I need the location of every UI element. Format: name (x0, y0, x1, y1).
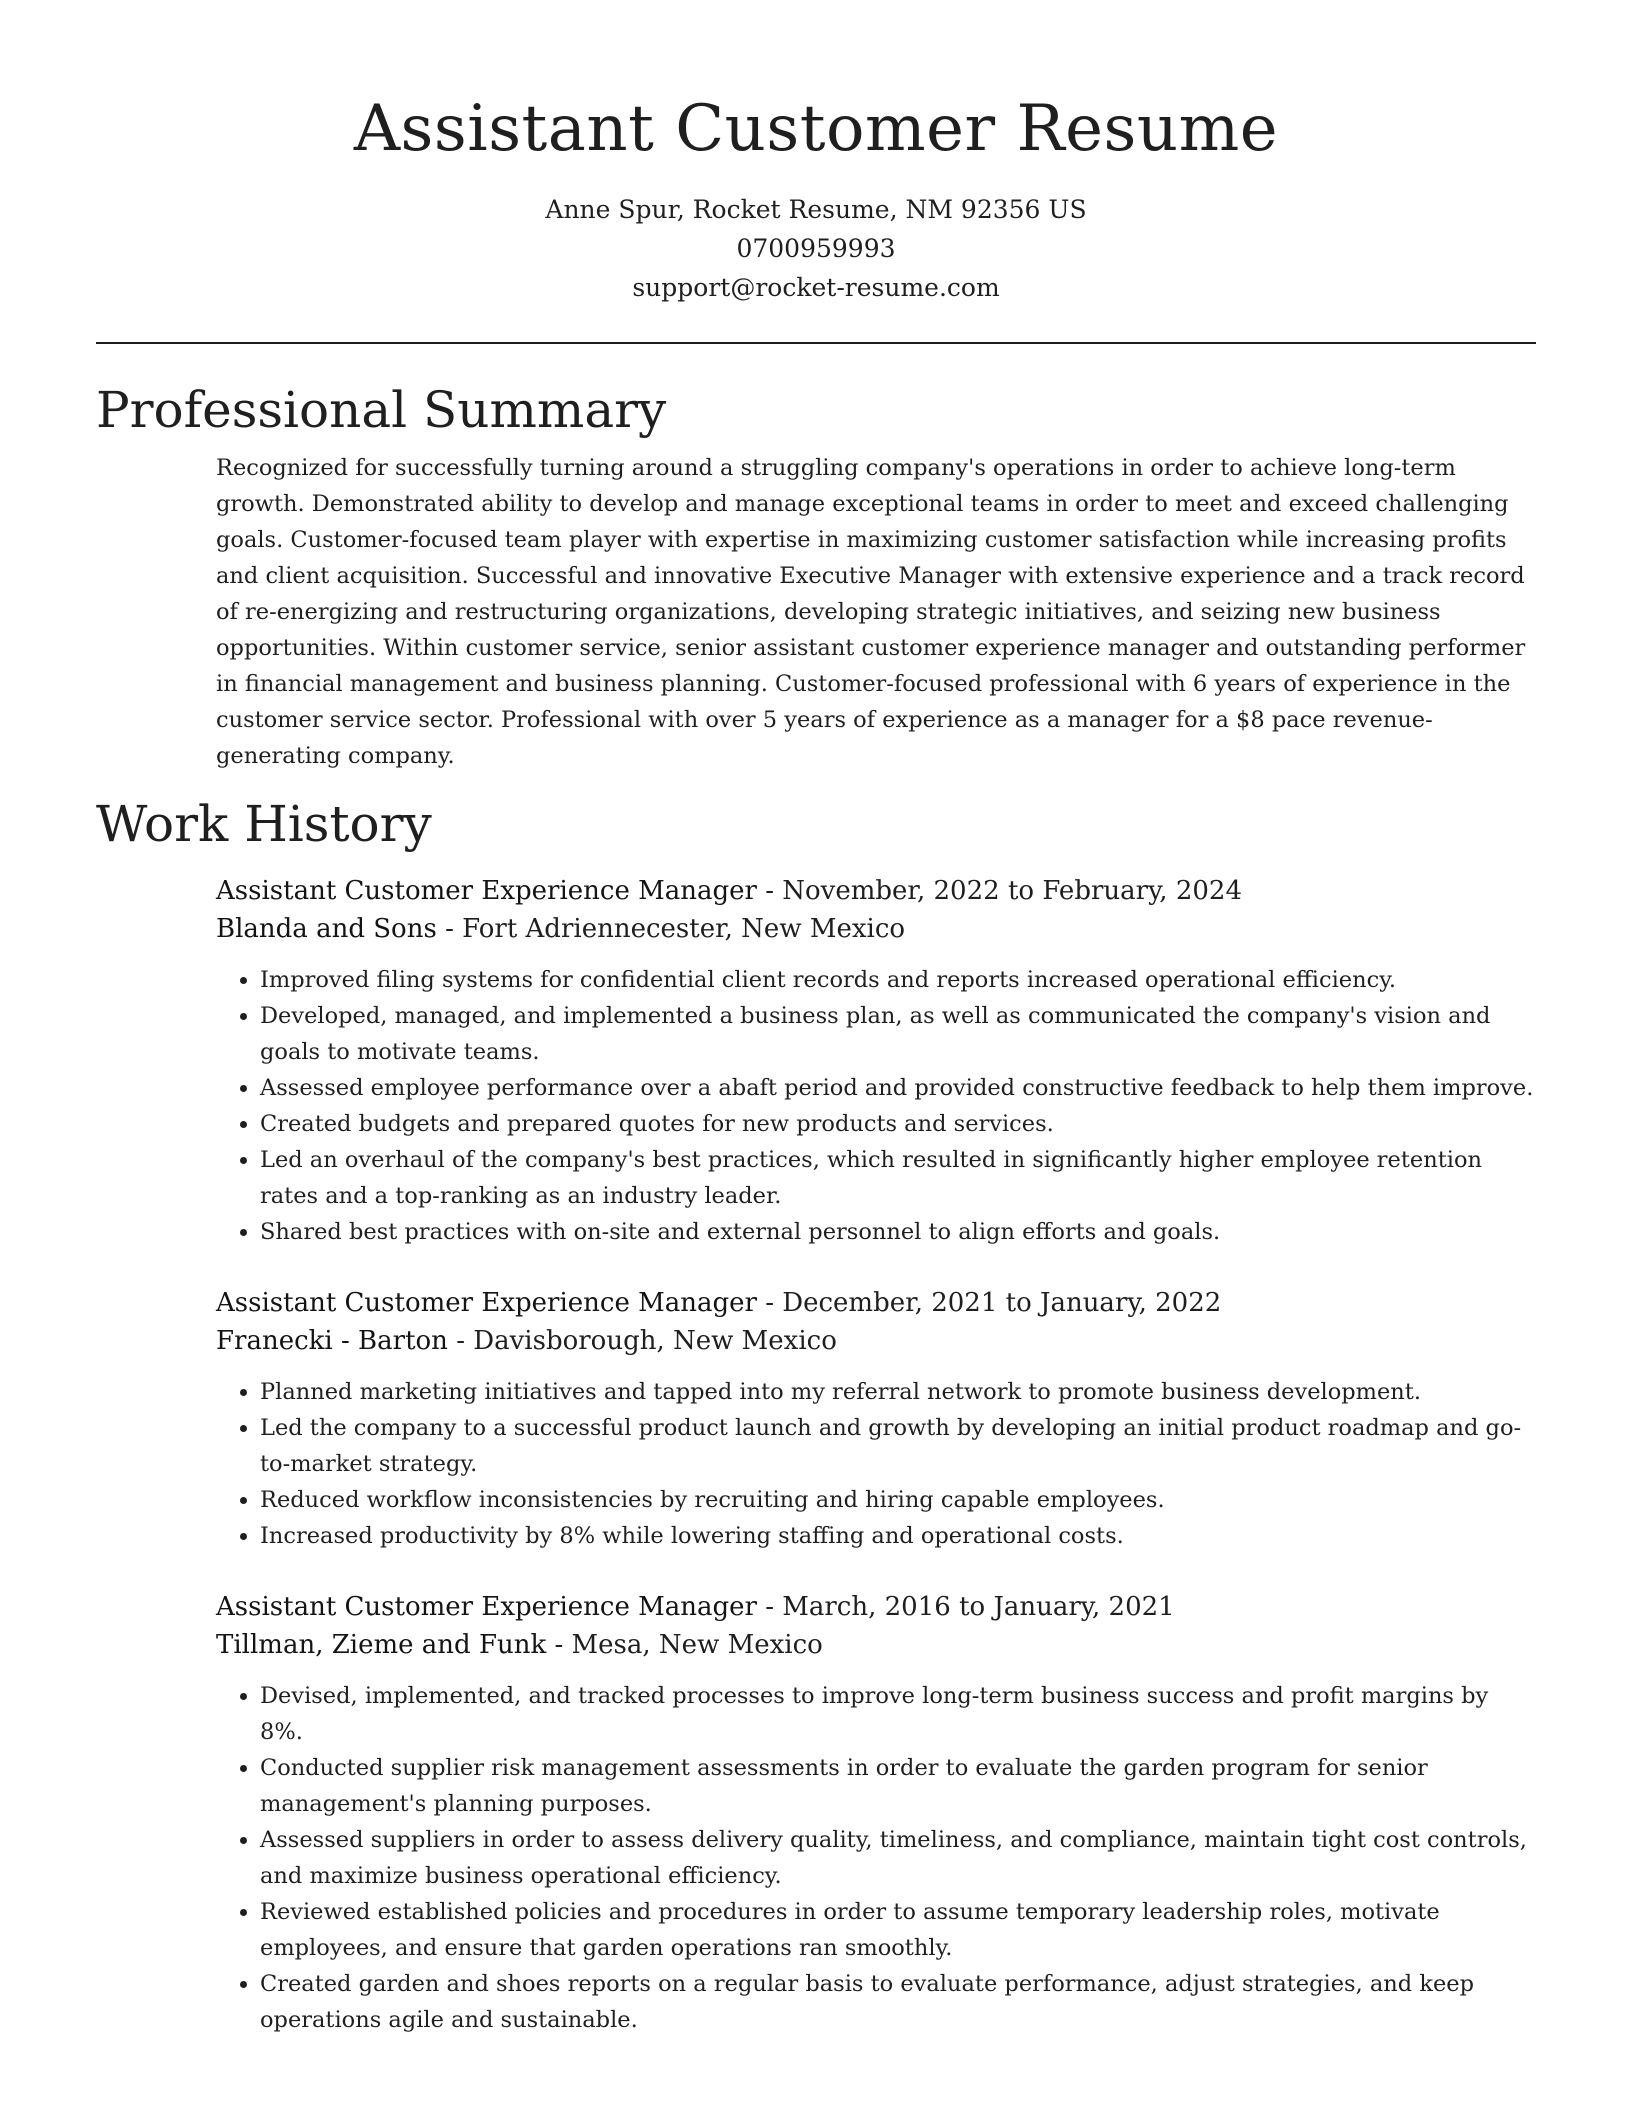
job-company-line (216, 1626, 1536, 1664)
summary-text: Recognized for successfully turning around a struggling company's operations in order to achieve long-term growth. Demonstrated ability to develop and manage exceptional teams in order to meet and exceed challenging goals. Customer-focused team player with expertise in maximizing customer satisfaction while increasing profits and client acquisition. Successful and innovative Executive Manager with extensive experience and a track record of re-energizing and restructuring organizations, developing strategic initiatives, and seizing new business opportunities. Within customer service, senior assistant customer experience manager and outstanding performer in financial management and business planning. Customer-focused professional with 6 years of experience in the customer service sector. Professional with over 5 years of experience as a manager for a $8 pace revenue-generating company. (216, 455, 1526, 769)
summary-heading: Professional Summary (96, 381, 667, 439)
job-company-line (216, 1322, 1536, 1360)
job-bullet: • Devised, implemented, and tracked processes to improve long-term business success and profit margins by 8%. (260, 1678, 1536, 1750)
contact-block (96, 190, 1536, 307)
job-location: - Mesa, New Mexico (554, 1630, 823, 1660)
job-title-line (216, 1284, 1536, 1322)
job-bullet: • Led an overhaul of the company's best practices, which resulted in significantly higher employee retention rates and a top-ranking as an industry leader. (260, 1142, 1536, 1214)
contact-address: Anne Spur, Rocket Resume, NM 92356 US (545, 195, 1087, 224)
job-bullet: • Led the company to a successful product launch and growth by developing an initial product roadmap and go-to-market strategy. (260, 1410, 1536, 1482)
job-bullet: • Assessed employee performance over a abaft period and provided constructive feedback to help them improve. (260, 1070, 1536, 1106)
contact-email: support@rocket-resume.com (632, 273, 1000, 302)
contact-phone: 0700959993 (736, 234, 896, 263)
job-dates: - December, 2021 to January, 2022 (765, 1288, 1222, 1318)
job-bullet: • Shared best practices with on-site and external personnel to align efforts and goals. (260, 1214, 1536, 1250)
job-entry (216, 1588, 1536, 2038)
job-entry (216, 872, 1536, 1250)
job-location: - Fort Adriennecester, New Mexico (445, 914, 906, 944)
job-bullet: • Improved filing systems for confidential client records and reports increased operational efficiency. (260, 962, 1536, 998)
job-bullet: • Developed, managed, and implemented a business plan, as well as communicated the company's vision and goals to motivate teams. (260, 998, 1536, 1070)
job-dates: - November, 2022 to February, 2024 (765, 876, 1243, 906)
job-title-line (216, 1588, 1536, 1626)
job-dates: - March, 2016 to January, 2021 (765, 1592, 1175, 1622)
job-company: Tillman, Zieme and Funk (216, 1630, 547, 1660)
job-location: - Davisborough, New Mexico (456, 1326, 837, 1356)
job-title: Assistant Customer Experience Manager (216, 1288, 757, 1318)
job-company-line (216, 910, 1536, 948)
job-title-line (216, 872, 1536, 910)
job-company: Franecki - Barton (216, 1326, 448, 1356)
job-bullet: • Reviewed established policies and procedures in order to assume temporary leadership roles, motivate employees, and ensure that garden operations ran smoothly. (260, 1894, 1536, 1966)
work-history-heading: Work History (96, 795, 432, 853)
job-bullets (216, 1374, 1536, 1554)
job-title: Assistant Customer Experience Manager (216, 1592, 757, 1622)
job-bullets (216, 1678, 1536, 2038)
job-bullet: • Planned marketing initiatives and tapped into my referral network to promote business development. (260, 1374, 1536, 1410)
job-bullets (216, 962, 1536, 1250)
job-bullet: • Created garden and shoes reports on a regular basis to evaluate performance, adjust strategies, and keep operations agile and sustainable. (260, 1966, 1536, 2038)
resume-title: Assistant Customer Resume (353, 92, 1279, 166)
work-history-list (216, 872, 1536, 2038)
header-divider (96, 342, 1536, 344)
job-company: Blanda and Sons (216, 914, 437, 944)
job-bullet: • Reduced workflow inconsistencies by recruiting and hiring capable employees. (260, 1482, 1536, 1518)
job-bullet: • Created budgets and prepared quotes for new products and services. (260, 1106, 1536, 1142)
job-bullet: • Increased productivity by 8% while lowering staffing and operational costs. (260, 1518, 1536, 1554)
job-bullet: • Assessed suppliers in order to assess delivery quality, timeliness, and compliance, maintain tight cost controls, and maximize business operational efficiency. (260, 1822, 1536, 1894)
job-entry (216, 1284, 1536, 1554)
job-title: Assistant Customer Experience Manager (216, 876, 757, 906)
job-bullet: • Conducted supplier risk management assessments in order to evaluate the garden program for senior management's planning purposes. (260, 1750, 1536, 1822)
